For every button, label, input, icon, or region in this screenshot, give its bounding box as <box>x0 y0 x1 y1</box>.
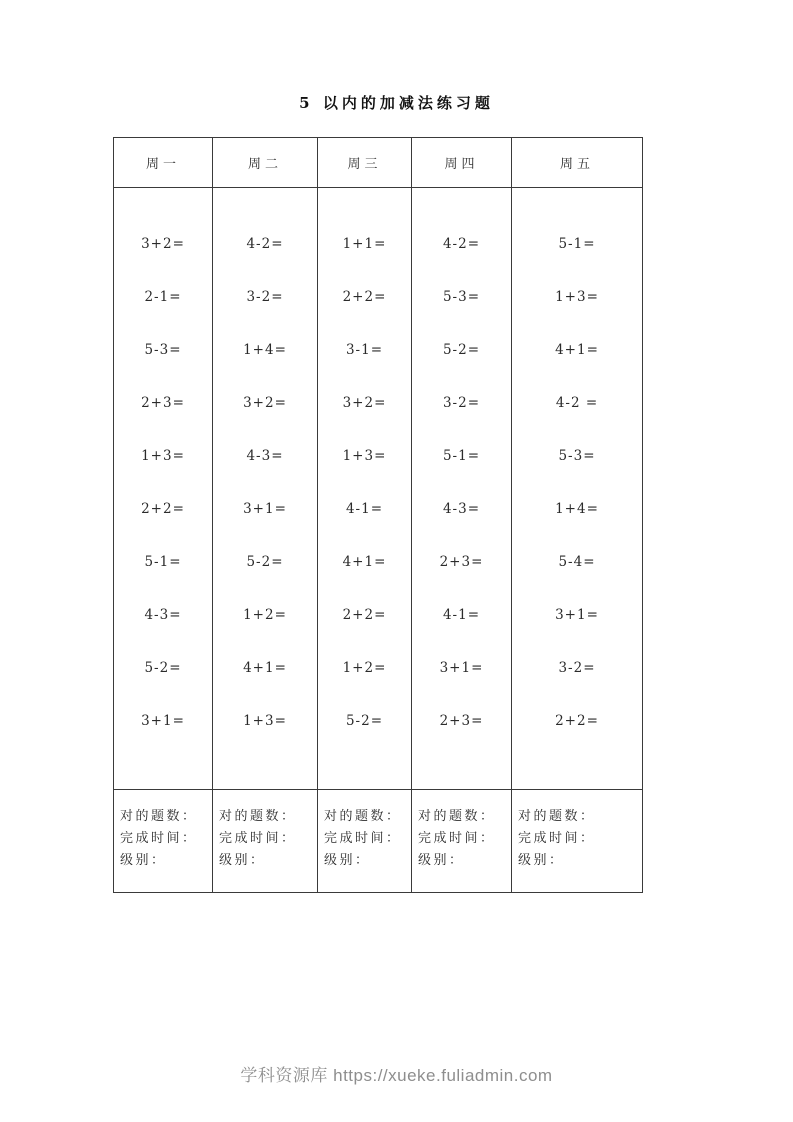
problem-item: 3+2= <box>342 394 387 411</box>
problem-item: 2+2= <box>555 712 599 729</box>
grade-label: 级别： <box>219 853 266 868</box>
completion-time-label: 完成时间： <box>219 831 297 846</box>
problem-item: 2+3= <box>439 553 484 570</box>
problems-column-friday <box>512 188 642 789</box>
problem-item: 3+2= <box>141 235 185 252</box>
worksheet-table <box>113 137 643 893</box>
problem-item: 4-2= <box>246 235 284 252</box>
problem-item: 4+1= <box>342 553 387 570</box>
correct-count-label: 对的题数： <box>418 809 496 824</box>
problem-item: 5-1= <box>558 235 596 252</box>
problem-item: 2+2= <box>342 606 387 623</box>
problem-item: 3+1= <box>141 712 185 729</box>
problem-item: 1+3= <box>555 288 599 305</box>
problem-item: 5-2= <box>144 659 182 676</box>
problem-item: 5-3= <box>442 288 481 305</box>
grade-label: 级别： <box>518 853 565 868</box>
day-header-monday: 周一 <box>114 138 213 187</box>
problem-item: 1+2= <box>342 659 387 676</box>
completion-time-label: 完成时间： <box>324 831 402 846</box>
table-summary-row <box>114 790 642 892</box>
problem-item: 3+1= <box>439 659 484 676</box>
problem-item: 3-2= <box>558 659 596 676</box>
problem-item: 4-3= <box>144 606 182 623</box>
page-title: 5 以内的加减法练习题 <box>299 94 494 112</box>
problem-item: 5-2= <box>345 712 384 729</box>
problem-item: 4-1= <box>442 606 481 623</box>
completion-time-label: 完成时间： <box>120 831 198 846</box>
summary-cell-thursday <box>412 790 512 892</box>
problem-item: 2+2= <box>342 288 387 305</box>
problems-column-wednesday <box>318 188 412 789</box>
problem-item: 1+1= <box>342 235 387 252</box>
correct-count-label: 对的题数： <box>518 809 596 824</box>
problem-item: 4-2 = <box>555 394 599 411</box>
problem-item: 1+3= <box>342 447 387 464</box>
completion-time-label: 完成时间： <box>518 831 596 846</box>
problem-item: 5-3= <box>558 447 596 464</box>
day-header-tuesday: 周二 <box>213 138 318 187</box>
grade-label: 级别： <box>120 853 167 868</box>
problem-item: 4-1= <box>345 500 384 517</box>
day-header-wednesday: 周三 <box>318 138 412 187</box>
problems-column-tuesday <box>213 188 318 789</box>
problem-item: 3-2= <box>246 288 284 305</box>
correct-count-label: 对的题数： <box>219 809 297 824</box>
day-header-friday: 周五 <box>559 157 594 172</box>
problem-item: 2-1= <box>144 288 182 305</box>
problem-item: 4+1= <box>243 659 287 676</box>
summary-cell-tuesday <box>213 790 318 892</box>
problems-column-thursday <box>412 188 512 789</box>
problem-item: 1+4= <box>243 341 287 358</box>
site-watermark: 学科资源库 https://xueke.fuliadmin.com <box>240 1066 553 1085</box>
problem-item: 5-2= <box>246 553 284 570</box>
completion-time-label: 完成时间： <box>418 831 496 846</box>
grade-label: 级别： <box>324 853 371 868</box>
correct-count-label: 对的题数： <box>120 809 198 824</box>
problem-item: 2+3= <box>439 712 484 729</box>
problem-item: 4-3= <box>442 500 481 517</box>
problem-item: 5-1= <box>144 553 182 570</box>
correct-count-label: 对的题数： <box>324 809 402 824</box>
table-header-row <box>114 138 642 188</box>
problem-item: 3-1= <box>345 341 384 358</box>
problem-item: 4-3= <box>246 447 284 464</box>
problem-item: 2+2= <box>141 500 185 517</box>
summary-cell-monday <box>114 790 213 892</box>
grade-label: 级别： <box>418 853 465 868</box>
problem-item: 1+3= <box>141 447 185 464</box>
problem-item: 5-3= <box>144 341 182 358</box>
problem-item: 3+1= <box>243 500 287 517</box>
problem-item: 5-1= <box>442 447 481 464</box>
problem-item: 4-2= <box>442 235 481 252</box>
summary-cell-friday <box>512 790 642 892</box>
table-body-row <box>114 188 642 790</box>
problem-item: 3-2= <box>442 394 481 411</box>
problem-item: 5-4= <box>558 553 596 570</box>
problem-item: 2+3= <box>141 394 185 411</box>
problem-item: 4+1= <box>555 341 599 358</box>
problem-item: 1+4= <box>555 500 599 517</box>
problem-item: 5-2= <box>442 341 481 358</box>
summary-cell-wednesday <box>318 790 412 892</box>
problem-item: 1+3= <box>243 712 287 729</box>
problem-item: 3+1= <box>555 606 599 623</box>
problem-item: 3+2= <box>243 394 287 411</box>
problems-column-monday <box>114 188 213 789</box>
day-header-thursday: 周四 <box>412 138 512 187</box>
problem-item: 1+2= <box>243 606 287 623</box>
